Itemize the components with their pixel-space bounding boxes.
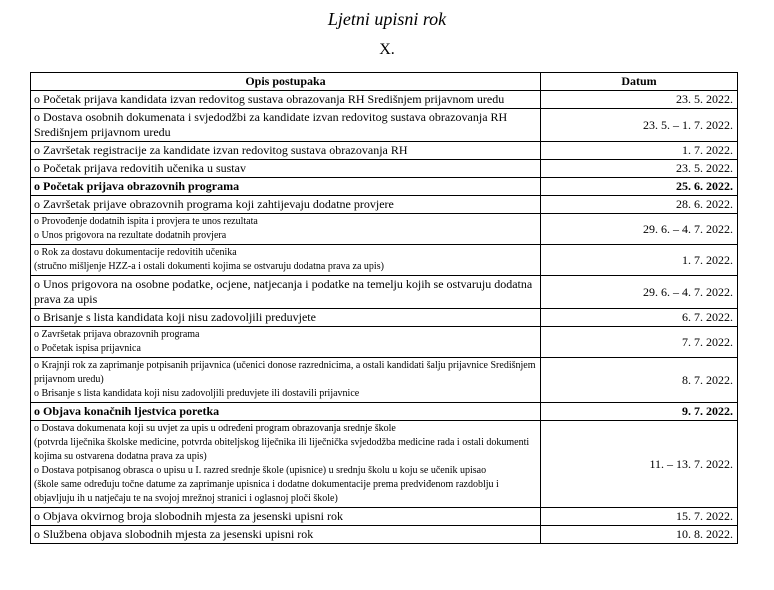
section-number: X. <box>379 41 395 58</box>
row-description <box>31 508 541 526</box>
column-header-opis: Opis postupaka <box>31 73 541 91</box>
table-row <box>31 109 738 142</box>
row-date: 1. 7. 2022. <box>541 245 738 276</box>
row-date: 6. 7. 2022. <box>541 309 738 327</box>
table-row <box>31 526 738 544</box>
row-description <box>31 196 541 214</box>
description-line: o Objava konačnih ljestvica poretka <box>34 404 220 418</box>
table-row <box>31 309 738 327</box>
description-line: (škole same određuju točne datume za zaprimanje upisnica i dodatne dokumentacije prema predviđenom razdoblju i objavljuju ih u natječaju te na svojoj mrežnoj stranici i oglasnoj ploči škole) <box>34 479 499 504</box>
description-line: o Provođenje dodatnih ispita i provjera te unos rezultata <box>34 216 258 227</box>
column-header-datum: Datum <box>541 73 738 91</box>
table-row <box>31 421 738 508</box>
row-description <box>31 421 541 508</box>
row-date: 1. 7. 2022. <box>541 142 738 160</box>
table-row <box>31 403 738 421</box>
table-row <box>31 358 738 403</box>
table-row <box>31 276 738 309</box>
description-line: o Početak prijava obrazovnih programa <box>34 179 240 193</box>
description-line: o Početak prijava redovitih učenika u sustav <box>34 161 246 175</box>
row-description <box>31 276 541 309</box>
description-line: o Unos prigovora na rezultate dodatnih provjera <box>34 230 227 241</box>
description-line: o Završetak registracije za kandidate izvan redovitog sustava obrazovanja RH <box>34 143 408 157</box>
description-line: o Brisanje s lista kandidata koji nisu zadovoljili preduvjete <box>34 310 316 324</box>
row-description <box>31 309 541 327</box>
row-date: 25. 6. 2022. <box>541 178 738 196</box>
table-row <box>31 160 738 178</box>
description-line: o Početak ispisa prijavnica <box>34 343 141 354</box>
table-row <box>31 508 738 526</box>
table-row <box>31 245 738 276</box>
description-line: o Krajnji rok za zaprimanje potpisanih prijavnica (učenici donose razrednicima, a ostali kandidati šalju prijavnice Središnjem prijavnom uredu) <box>34 360 536 385</box>
description-line: o Dostava osobnih dokumenata i svjedodžbi za kandidate izvan redovitog sustava obrazovanja RH Središnjem prijavnom uredu <box>34 110 508 139</box>
description-line: (potvrda liječnika školske medicine, potvrda obiteljskog liječnika ili liječnička svjedodžba medicine rada i ostali dokumenti kojima su ostvarena dodatna prava za upis) <box>34 437 530 462</box>
row-description <box>31 178 541 196</box>
row-date: 23. 5. 2022. <box>541 91 738 109</box>
row-description <box>31 160 541 178</box>
row-description <box>31 214 541 245</box>
description-line: o Rok za dostavu dokumentacije redovitih učenika <box>34 247 237 258</box>
row-description <box>31 327 541 358</box>
row-description <box>31 245 541 276</box>
row-date: 29. 6. – 4. 7. 2022. <box>541 276 738 309</box>
row-date: 11. – 13. 7. 2022. <box>541 421 738 508</box>
table-row <box>31 142 738 160</box>
page-title: Ljetni upisni rok <box>327 9 447 29</box>
row-date: 10. 8. 2022. <box>541 526 738 544</box>
row-description <box>31 91 541 109</box>
description-line: o Završetak prijava obrazovnih programa <box>34 329 200 340</box>
row-date: 23. 5. 2022. <box>541 160 738 178</box>
description-line: o Dostava potpisanog obrasca o upisu u I. razred srednje škole (upisnice) u srednju školu u koju se učenik upisao <box>34 465 487 476</box>
table-body <box>31 91 738 544</box>
row-date: 29. 6. – 4. 7. 2022. <box>541 214 738 245</box>
row-description <box>31 526 541 544</box>
table-row <box>31 196 738 214</box>
description-line: o Početak prijava kandidata izvan redovitog sustava obrazovanja RH Središnjem prijavnom uredu <box>34 92 505 106</box>
table-row <box>31 214 738 245</box>
row-date: 8. 7. 2022. <box>541 358 738 403</box>
description-line: o Dostava dokumenata koji su uvjet za upis u određeni program obrazovanja srednje škole <box>34 423 396 434</box>
row-date: 23. 5. – 1. 7. 2022. <box>541 109 738 142</box>
row-date: 28. 6. 2022. <box>541 196 738 214</box>
description-line: o Završetak prijave obrazovnih programa koji zahtijevaju dodatne provjere <box>34 197 394 211</box>
row-date: 15. 7. 2022. <box>541 508 738 526</box>
table-row <box>31 91 738 109</box>
row-date: 7. 7. 2022. <box>541 327 738 358</box>
row-description <box>31 403 541 421</box>
description-line: o Brisanje s lista kandidata koji nisu zadovoljili preduvjete ili dostavili prijavnice <box>34 388 360 399</box>
row-description <box>31 358 541 403</box>
row-description <box>31 109 541 142</box>
description-line: o Službena objava slobodnih mjesta za jesenski upisni rok <box>34 527 314 541</box>
row-description <box>31 142 541 160</box>
description-line: o Unos prigovora na osobne podatke, ocjene, natjecanja i podatke na temelju kojih se ostvaruju dodatna prava za upis <box>34 277 533 306</box>
schedule-table <box>30 72 738 544</box>
table-row <box>31 327 738 358</box>
row-date: 9. 7. 2022. <box>541 403 738 421</box>
description-line: (stručno mišljenje HZZ-a i ostali dokumenti kojima se ostvaruju dodatna prava za upis) <box>34 261 384 272</box>
table-header-row <box>31 73 738 91</box>
description-line: o Objava okvirnog broja slobodnih mjesta za jesenski upisni rok <box>34 509 343 523</box>
table-row <box>31 178 738 196</box>
